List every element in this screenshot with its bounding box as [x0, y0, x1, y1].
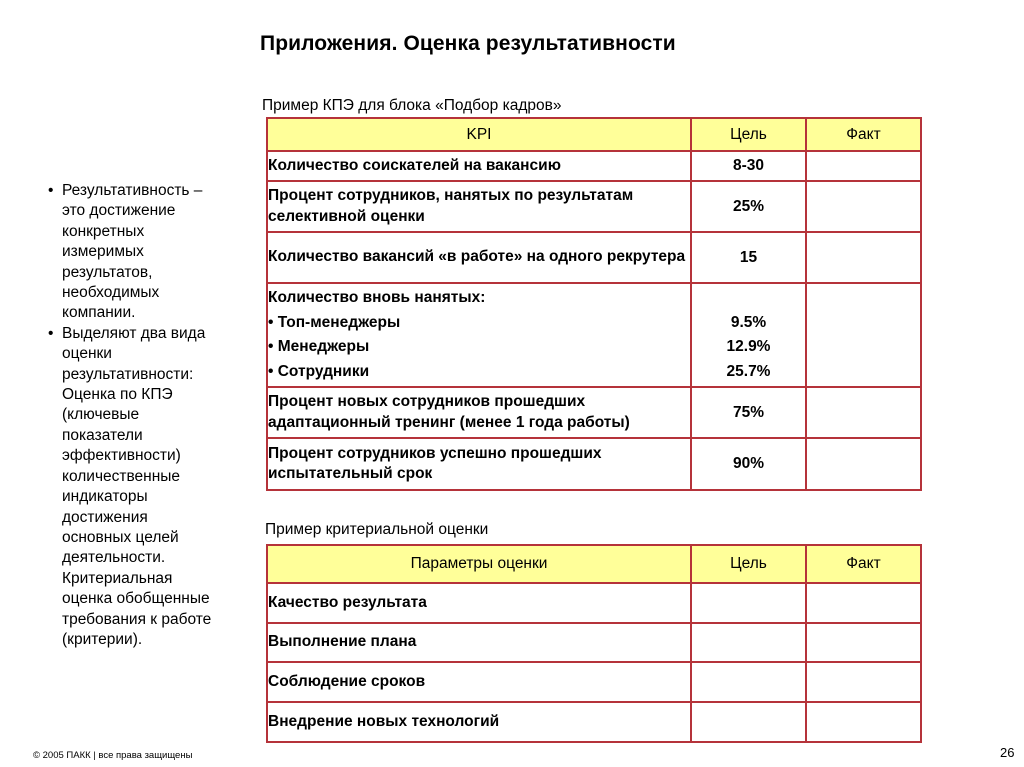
- criteria-target-cell: [691, 623, 806, 662]
- kpi-fact-cell: [806, 232, 921, 283]
- criteria-header-target: Цель: [691, 545, 806, 583]
- bullet-marker: •: [48, 324, 54, 342]
- kpi-table-caption: Пример КПЭ для блока «Подбор кадров»: [262, 97, 562, 114]
- kpi-target-cell: [691, 283, 806, 387]
- kpi-group-title: Количество вновь нанятых:: [268, 289, 486, 306]
- kpi-name-cell: Процент сотрудников успешно прошедших испытательный срок: [267, 438, 691, 490]
- kpi-fact-cell: [806, 181, 921, 232]
- kpi-fact-cell: [806, 387, 921, 438]
- kpi-header-fact: Факт: [806, 118, 921, 151]
- kpi-table: [266, 117, 922, 491]
- kpi-group-item: • Сотрудники: [268, 362, 370, 380]
- criteria-target-cell: [691, 702, 806, 742]
- table-row: [267, 232, 921, 283]
- bullet-marker: •: [48, 182, 54, 199]
- table-row: [267, 387, 921, 438]
- copyright-footer: © 2005 ПАКК | все права защищены: [33, 750, 193, 761]
- criteria-fact-cell: [806, 662, 921, 702]
- slide-title: Приложения. Оценка результативности: [260, 32, 676, 55]
- criteria-fact-cell: [806, 702, 921, 742]
- criteria-fact-cell: [806, 583, 921, 623]
- criteria-header-fact: Факт: [806, 545, 921, 583]
- kpi-header-kpi: KPI: [267, 118, 691, 151]
- sidebar-paragraph-text: Результативность – это достижение конкретных измеримых результатов, необходимых компании.: [62, 182, 203, 322]
- kpi-target-cell: 8-30: [691, 151, 806, 181]
- kpi-group-target: 12.9%: [726, 338, 771, 355]
- criteria-header-row: [267, 545, 921, 583]
- criteria-target-cell: [691, 662, 806, 702]
- criteria-name-cell: Выполнение плана: [267, 623, 691, 662]
- table-row: [267, 438, 921, 490]
- table-row: [267, 662, 921, 702]
- kpi-name-cell: Количество соискателей на вакансию: [267, 151, 691, 181]
- kpi-fact-cell: [806, 151, 921, 181]
- sidebar-text: [48, 181, 218, 650]
- kpi-fact-cell: [806, 283, 921, 387]
- kpi-header-row: [267, 118, 921, 151]
- criteria-name-cell: Качество результата: [267, 583, 691, 623]
- sidebar-paragraph: [48, 324, 218, 651]
- kpi-group-target: 25.7%: [726, 362, 771, 380]
- criteria-target-cell: [691, 583, 806, 623]
- criteria-name-cell: Соблюдение сроков: [267, 662, 691, 702]
- kpi-target-cell: 25%: [691, 181, 806, 232]
- kpi-group-item: • Топ-менеджеры: [268, 313, 401, 331]
- kpi-group-item: • Менеджеры: [268, 338, 370, 355]
- kpi-name-cell: Процент новых сотрудников прошедших адаптационный тренинг (менее 1 года работы): [267, 387, 691, 438]
- criteria-header-param: Параметры оценки: [267, 545, 691, 583]
- table-row: [267, 283, 921, 387]
- criteria-table-caption: Пример критериальной оценки: [265, 521, 489, 538]
- table-row: [267, 583, 921, 623]
- kpi-header-target: Цель: [691, 118, 806, 151]
- kpi-name-cell: Процент сотрудников, нанятых по результатам селективной оценки: [267, 181, 691, 232]
- kpi-name-cell: Количество вакансий «в работе» на одного рекрутера: [267, 232, 691, 283]
- kpi-fact-cell: [806, 438, 921, 490]
- criteria-table: [266, 544, 922, 743]
- criteria-fact-cell: [806, 623, 921, 662]
- table-row: [267, 623, 921, 662]
- kpi-group-target: 9.5%: [730, 313, 767, 331]
- criteria-name-cell: Внедрение новых технологий: [267, 702, 691, 742]
- kpi-target-cell: 90%: [691, 438, 806, 490]
- table-row: [267, 181, 921, 232]
- kpi-name-cell: [267, 283, 691, 387]
- kpi-target-cell: 75%: [691, 387, 806, 438]
- sidebar-paragraph-text: Выделяют два вида оценки результативности: Оценка по КПЭ (ключевые показатели эффективности) количественные индикаторы достижения основных целей деятельности. Критериальная оценка обобщенные требования к работе (критерии).: [62, 324, 212, 648]
- table-row: [267, 151, 921, 181]
- table-row: [267, 702, 921, 742]
- page-number: 26: [1000, 745, 1015, 760]
- sidebar-paragraph: [48, 181, 218, 324]
- kpi-target-cell: 15: [691, 232, 806, 283]
